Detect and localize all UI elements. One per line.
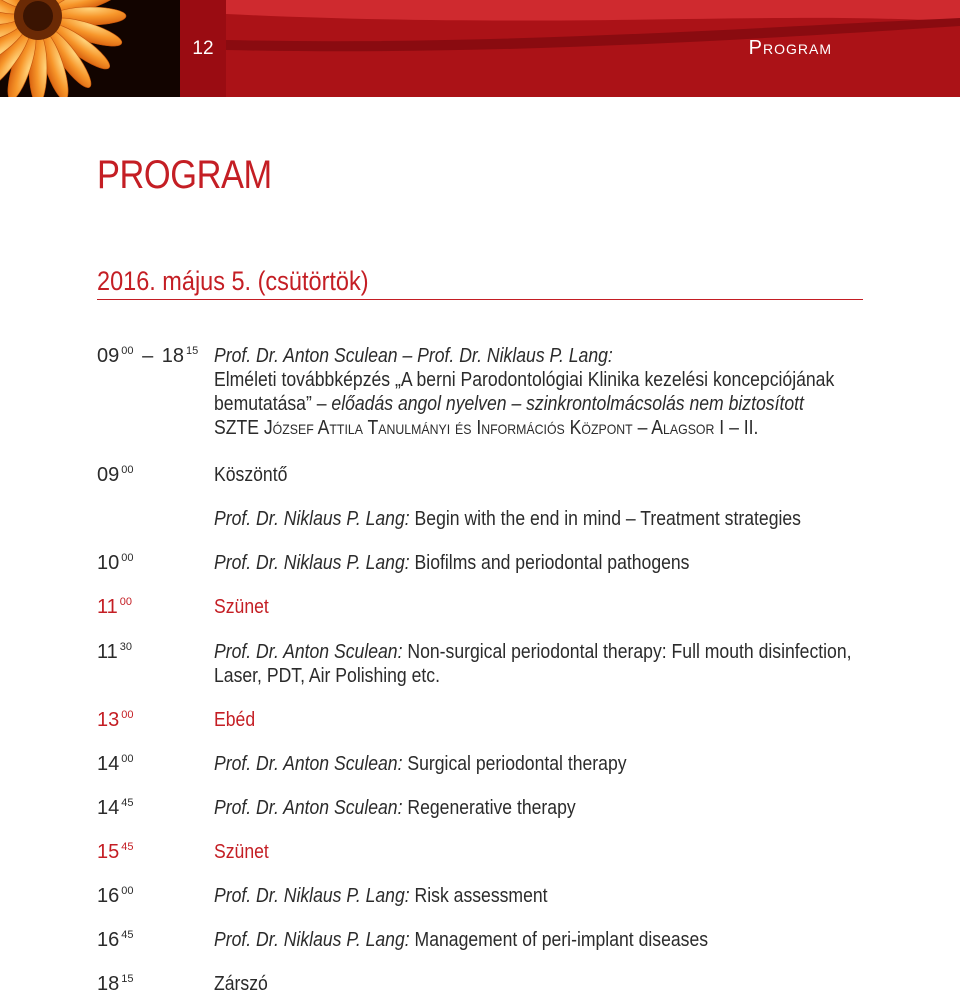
minute: 45	[121, 929, 134, 941]
session	[214, 752, 894, 776]
session-title: Zárszó	[214, 973, 268, 995]
break-label: Szünet	[214, 596, 269, 618]
hour: 15	[97, 841, 120, 863]
time	[97, 884, 134, 911]
course-title-end: bemutatása” –	[214, 393, 327, 415]
session-title: Surgical periodontal therapy	[407, 753, 627, 775]
session	[214, 796, 894, 820]
course-title-cont	[214, 392, 812, 416]
time	[97, 840, 134, 867]
time	[97, 928, 134, 955]
session-title: Risk assessment	[414, 885, 548, 907]
minute: 00	[121, 753, 134, 765]
minute: 00	[121, 464, 134, 476]
header-section-title: Program	[748, 37, 832, 59]
end-hour: 18	[161, 345, 184, 367]
session	[214, 708, 894, 732]
speaker-name: Prof. Dr. Anton Sculean:	[214, 797, 403, 819]
venue: SZTE József Attila Tanulmányi és Információs Központ – Alagsor I – II.	[214, 417, 759, 439]
hour: 13	[97, 709, 120, 731]
session	[214, 884, 894, 908]
hour: 11	[97, 596, 118, 618]
time	[97, 640, 132, 667]
minute: 00	[119, 596, 133, 608]
date-underline	[97, 299, 863, 300]
speaker-name: Prof. Dr. Niklaus P. Lang:	[214, 508, 410, 530]
hour: 14	[97, 797, 120, 819]
hour: 16	[97, 929, 120, 951]
lunch-label: Ebéd	[214, 709, 256, 731]
time	[97, 708, 134, 735]
time	[97, 752, 134, 779]
header-swoosh-decoration	[226, 0, 960, 97]
time	[97, 463, 134, 490]
session-title: Biofilms and periodontal pathogens	[414, 552, 690, 574]
minute: 00	[121, 709, 134, 721]
minute: 00	[121, 552, 134, 564]
session-title: Begin with the end in mind – Treatment strategies	[414, 508, 801, 530]
session	[214, 928, 894, 952]
session-title: Köszöntő	[214, 464, 288, 486]
language-note: előadás angol nyelven – szinkrontolmácsolás nem biztosított	[326, 393, 804, 415]
hour: 16	[97, 885, 120, 907]
speaker-name: Prof. Dr. Niklaus P. Lang:	[214, 929, 410, 951]
page-number: 12	[192, 38, 214, 59]
break-label: Szünet	[214, 841, 269, 863]
flower-illustration	[0, 0, 180, 97]
speaker-name: Prof. Dr. Anton Sculean – Prof. Dr. Niklaus P. Lang:	[214, 345, 613, 367]
minute: 45	[121, 841, 134, 853]
session	[214, 595, 894, 619]
session	[214, 840, 894, 864]
hour: 14	[97, 753, 120, 775]
speaker-name: Prof. Dr. Niklaus P. Lang:	[214, 885, 410, 907]
time	[97, 551, 134, 578]
session-title: Non-surgical periodontal therapy: Full mouth disinfection,	[407, 641, 852, 663]
hour: 09	[97, 464, 120, 486]
minute: 00	[121, 885, 134, 897]
minute: 30	[119, 641, 133, 653]
page-title: PROGRAM	[97, 153, 272, 197]
page-header	[0, 0, 960, 97]
page-number-box	[180, 0, 226, 97]
session	[214, 640, 894, 688]
gerbera-flower-image	[0, 0, 180, 97]
hour: 11	[97, 641, 118, 663]
hour: 18	[97, 973, 120, 995]
session-title: Management of peri-implant diseases	[414, 929, 709, 951]
time-range: 09 $^{00}$ – 18 $^{15}$	[97, 345, 199, 367]
end-minute: 15	[186, 345, 199, 357]
time	[97, 972, 134, 999]
hour: 10	[97, 552, 120, 574]
minute: 15	[121, 973, 134, 985]
minute: 45	[121, 797, 134, 809]
date-heading: 2016. május 5. (csütörtök)	[97, 266, 369, 296]
session	[214, 972, 894, 996]
session-title: Regenerative therapy	[407, 797, 576, 819]
speaker-name: Prof. Dr. Anton Sculean:	[214, 641, 403, 663]
session-description	[214, 344, 894, 440]
time	[97, 595, 132, 622]
start-hour: 09	[97, 345, 120, 367]
speaker-name: Prof. Dr. Niklaus P. Lang:	[214, 552, 410, 574]
session	[214, 463, 894, 487]
time	[97, 796, 134, 823]
start-minute: 00	[121, 345, 134, 357]
session	[214, 551, 894, 575]
course-title: Elméleti továbbképzés „A berni Parodontológiai Klinika kezelési koncepciójának	[214, 369, 835, 391]
speaker-name: Prof. Dr. Anton Sculean:	[214, 753, 403, 775]
session-title-cont: Laser, PDT, Air Polishing etc.	[214, 665, 440, 687]
session	[214, 507, 894, 531]
